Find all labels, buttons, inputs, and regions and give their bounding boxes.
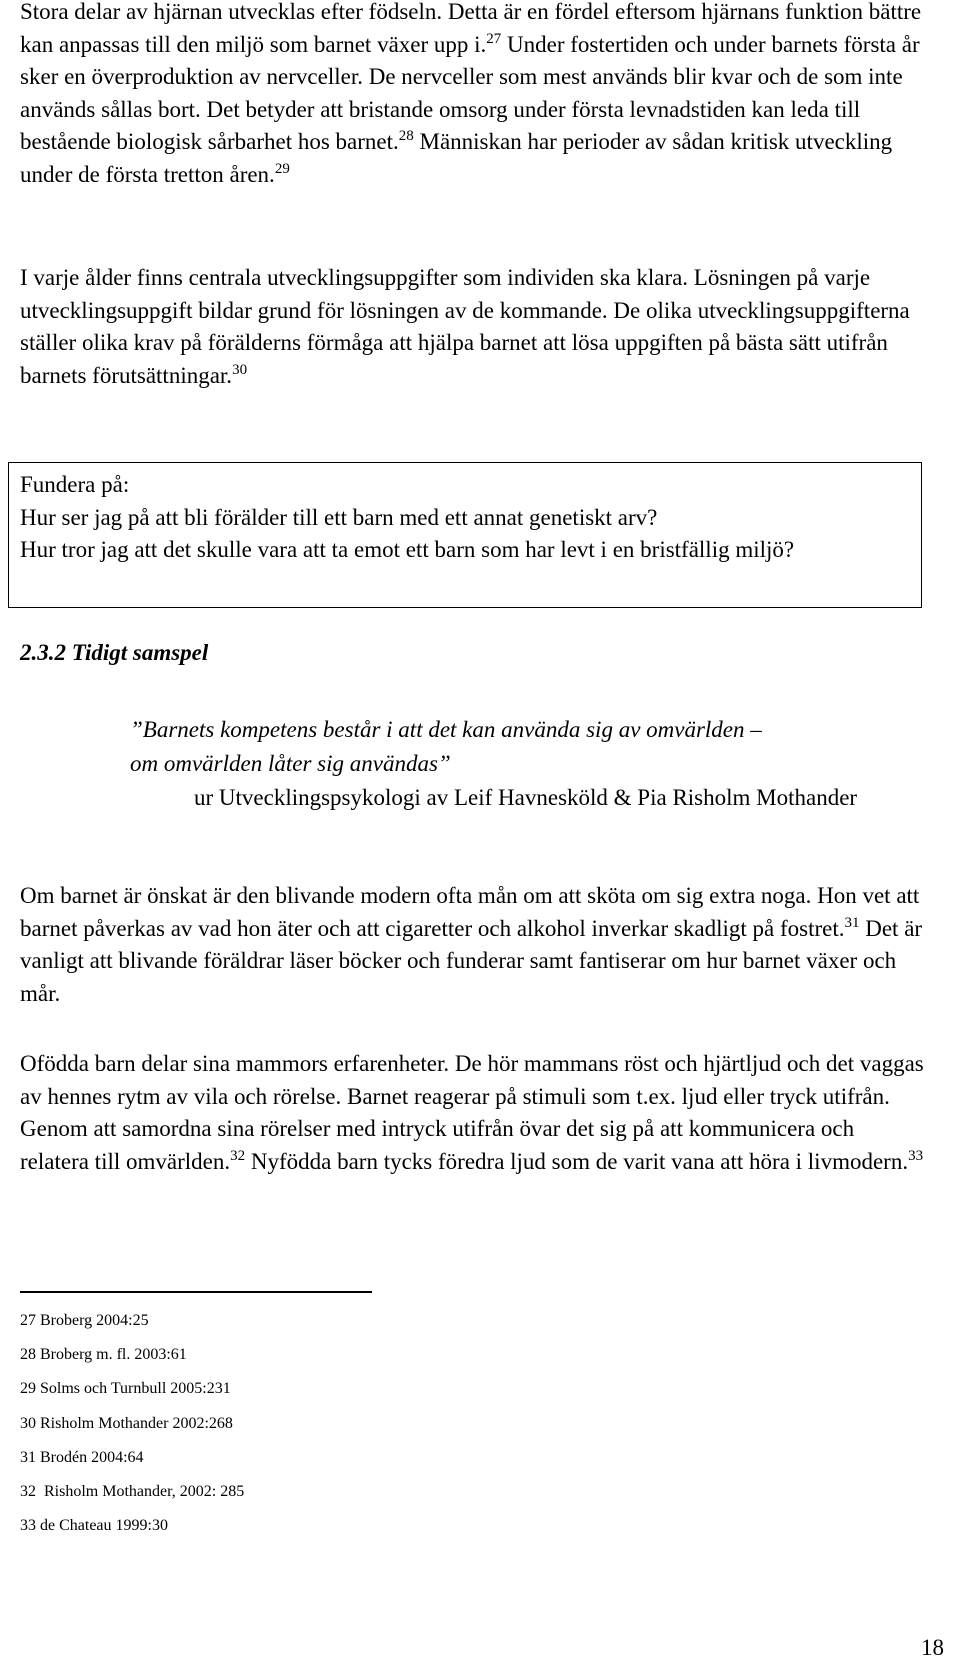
paragraph-text: Människan har perioder av sådan kritisk utveckling under de första tretton åren. xyxy=(20,129,893,187)
footnote-ref-31[interactable]: 31 xyxy=(844,914,860,931)
paragraph-development-tasks xyxy=(20,262,925,392)
paragraph-text: Om barnet är önskat är den blivande modern ofta mån om att sköta om sig extra noga. Hon vet att barnet påverkas av vad hon äter och att cigaretter och alkohol inverkar skadligt på fostret. xyxy=(20,883,920,941)
footnote-28: 28 Broberg m. fl. 2003:61 xyxy=(20,1346,187,1364)
footnote-27: 27 Broberg 2004:25 xyxy=(20,1312,149,1329)
footnote-ref-33[interactable]: 33 xyxy=(908,1147,924,1164)
footnote-31: 31 Brodén 2004:64 xyxy=(20,1448,144,1466)
footnote-29: 29 Solms och Turnbull 2005:231 xyxy=(20,1380,231,1398)
reflection-title: Fundera på: xyxy=(20,472,130,497)
quote-line-2: om omvärlden låter sig användas” xyxy=(130,751,451,776)
paragraph-text: Det är vanligt att blivande föräldrar läser böcker och funderar samt fantiserar om hur barnet växer och mår. xyxy=(20,915,923,1006)
footnotes xyxy=(20,1304,244,1543)
paragraph-text: I varje ålder finns centrala utvecklingsuppgifter som individen ska klara. Lösningen på varje utvecklingsuppgift bildar grund för lösningen av de kommande. De olika utvecklingsuppgifterna ställer olika krav på förälderns förmåga att hjälpa barnet att lösa uppgiften på bästa sätt utifrån barnets förutsättningar. xyxy=(20,265,910,388)
reflection-box xyxy=(8,462,922,608)
page-number: 18 xyxy=(921,1635,944,1660)
paragraph-brain-development xyxy=(20,0,925,192)
footnote-ref-28[interactable]: 28 xyxy=(398,128,414,145)
footnote-30: 30 Risholm Mothander 2002:268 xyxy=(20,1414,233,1432)
reflection-question-2: Hur tror jag att det skulle vara att ta emot ett barn som har levt i en bristfällig miljö? xyxy=(20,537,795,563)
reflection-question-1: Hur ser jag på att bli förälder till ett barn med ett annat genetiskt arv? xyxy=(20,504,658,530)
quote-source: ur Utvecklingspsykologi av Leif Havnesköld & Pia Risholm Mothander xyxy=(194,785,858,810)
footnote-ref-27[interactable]: 27 xyxy=(486,30,502,47)
paragraph-text: Under fostertiden och under barnets första år sker en överproduktion av nervceller. De nervceller som mest används blir kvar och de som inte används sållas bort. Det betyder att bristande omsorg under första levnadstiden kan leda till bestående biologisk sårbarhet hos barnet. xyxy=(20,31,920,155)
footnote-32: 32 Risholm Mothander, 2002: 285 xyxy=(20,1483,245,1501)
footnote-33: 33 de Chateau 1999:30 xyxy=(20,1517,168,1535)
paragraph-text: Ofödda barn delar sina mammors erfarenheter. De hör mammans röst och hjärtljud och det vaggas av hennes rytm av vila och rörelse. Barnet reagerar på stimuli som t.ex. ljud eller tryck utifrån. Genom att samordna sina rörelser med intryck utifrån övar det sig på att kommunicera och relatera till omvärlden. xyxy=(20,1051,924,1174)
paragraph-unborn-children xyxy=(20,1048,925,1178)
footnote-ref-30[interactable]: 30 xyxy=(232,361,248,378)
quote xyxy=(130,713,762,781)
quote-line-1: ”Barnets kompetens består i att det kan använda sig av omvärlden – xyxy=(130,717,762,742)
paragraph-text: Stora delar av hjärnan utvecklas efter födseln. Detta är en fördel eftersom hjärnans funktion bättre kan anpassas till den miljö som barnet växer upp i. xyxy=(20,0,922,57)
section-heading: 2.3.2 Tidigt samspel xyxy=(20,640,209,665)
paragraph-wanted-child xyxy=(20,880,925,1010)
footnote-ref-29[interactable]: 29 xyxy=(274,160,290,177)
footnote-ref-32[interactable]: 32 xyxy=(230,1147,246,1164)
footnote-separator xyxy=(20,1291,372,1293)
paragraph-text: Nyfödda barn tycks föredra ljud som de varit vana att höra i livmodern. xyxy=(245,1148,909,1174)
